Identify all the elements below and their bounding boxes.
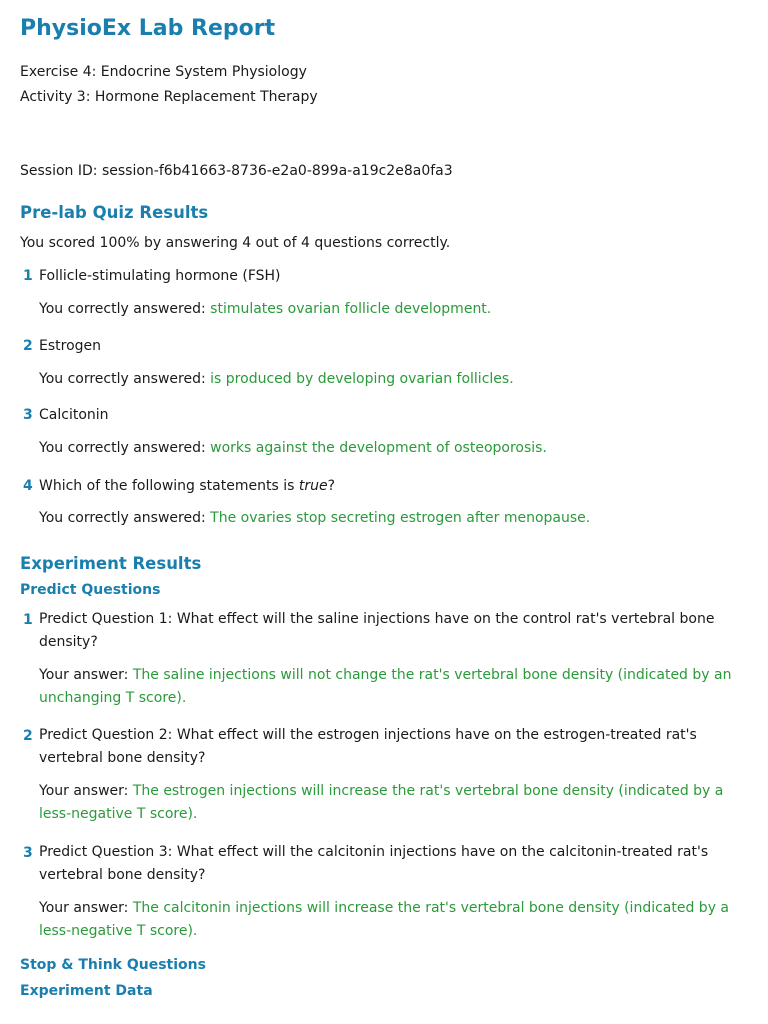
activity-line: Activity 3: Hormone Replacement Therapy — [20, 89, 318, 105]
prelab-answer — [39, 437, 751, 460]
answer-text: The saline injections will not change the rat's vertebral bone density (indicated by an unchanging T score). — [39, 667, 732, 706]
predict-answer — [39, 780, 751, 826]
prelab-answer — [39, 368, 751, 391]
question-number: 1 — [23, 268, 33, 284]
question-number: 1 — [23, 612, 33, 628]
stop-think-heading: Stop & Think Questions — [20, 957, 206, 973]
question-text: Follicle-stimulating hormone (FSH) — [39, 268, 281, 284]
question-number: 2 — [23, 728, 33, 744]
exercise-line: Exercise 4: Endocrine System Physiology — [20, 64, 307, 80]
answer-prefix: Your answer: — [39, 667, 129, 683]
question-text: Predict Question 2: What effect will the estrogen injections have on the estrogen-treated rat's vertebral bone density? — [39, 727, 697, 766]
question-text: Calcitonin — [39, 407, 109, 423]
predict-answer — [39, 897, 751, 943]
answer-text: The estrogen injections will increase the rat's vertebral bone density (indicated by a less-negative T score). — [39, 783, 724, 822]
experiment-heading: Experiment Results — [20, 554, 202, 573]
answer-text: works against the development of osteoporosis. — [210, 440, 547, 456]
question-number: 3 — [23, 407, 33, 423]
report-title: PhysioEx Lab Report — [20, 16, 276, 41]
answer-prefix: Your answer: — [39, 900, 129, 916]
question-text: Predict Question 3: What effect will the calcitonin injections have on the calcitonin-treated rat's vertebral bone density? — [39, 844, 709, 883]
question-text-part: ? — [327, 478, 336, 494]
question-number: 2 — [23, 338, 33, 354]
predict-heading: Predict Questions — [20, 582, 161, 598]
answer-prefix: Your answer: — [39, 783, 129, 799]
session-id: Session ID: session-f6b41663-8736-e2a0-899a-a19c2e8a0fa3 — [20, 163, 453, 179]
experiment-data-heading: Experiment Data — [20, 983, 153, 999]
prelab-answer — [39, 298, 751, 321]
answer-prefix: You correctly answered: — [39, 371, 206, 387]
question-text: Estrogen — [39, 338, 102, 354]
answer-prefix: You correctly answered: — [39, 440, 206, 456]
question-text-emphasis: true — [298, 478, 328, 494]
prelab-answer — [39, 507, 751, 530]
answer-prefix: You correctly answered: — [39, 301, 206, 317]
question-text — [39, 475, 749, 498]
prelab-heading: Pre-lab Quiz Results — [20, 203, 209, 222]
answer-text: The calcitonin injections will increase the rat's vertebral bone density (indicated by a less-negative T score). — [39, 900, 730, 939]
answer-text: stimulates ovarian follicle development. — [210, 301, 492, 317]
question-number: 4 — [23, 478, 33, 494]
answer-text: is produced by developing ovarian follicles. — [210, 371, 514, 387]
answer-text: The ovaries stop secreting estrogen after menopause. — [210, 510, 591, 526]
question-text-part: Which of the following statements is — [39, 478, 299, 494]
question-text: Predict Question 1: What effect will the saline injections have on the control rat's vertebral bone density? — [39, 611, 715, 650]
predict-answer — [39, 664, 751, 710]
prelab-score: You scored 100% by answering 4 out of 4 questions correctly. — [20, 235, 451, 251]
answer-prefix: You correctly answered: — [39, 510, 206, 526]
question-number: 3 — [23, 845, 33, 861]
